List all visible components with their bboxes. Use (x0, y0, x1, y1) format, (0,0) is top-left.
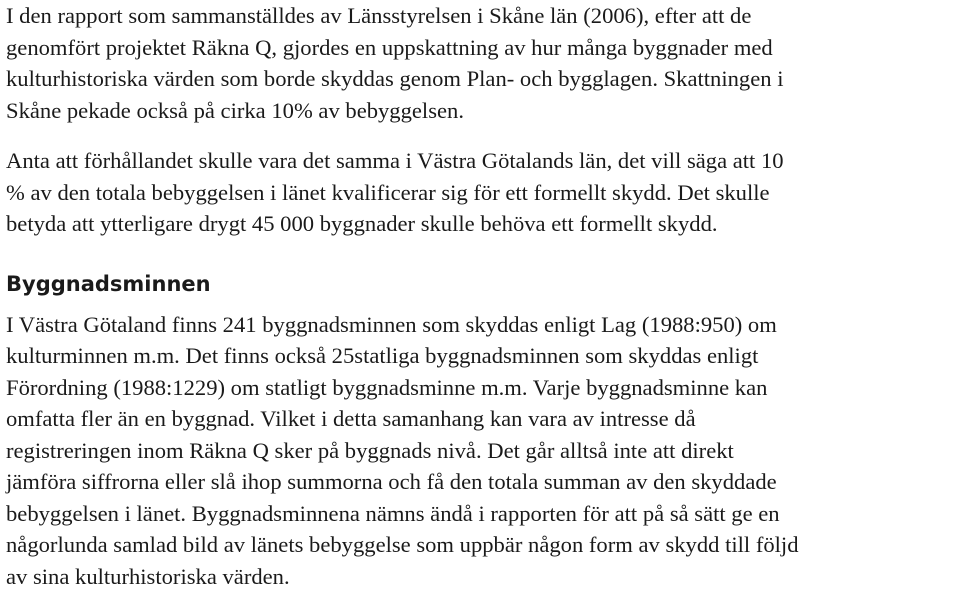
text-line: omfatta fler än en byggnad. Vilket i detta samanhang kan vara av intresse då (6, 403, 954, 435)
text-line: Anta att förhållandet skulle vara det samma i Västra Götalands län, det vill säga att 10 (6, 145, 954, 177)
paragraph-byggnadsminnen (6, 309, 954, 592)
section-heading: Byggnadsminnen (6, 269, 954, 299)
paragraph-rakna-q-skane (6, 0, 954, 126)
text-line: någorlunda samlad bild av länets bebyggelse som uppbär någon form av skydd till följd (6, 529, 954, 561)
text-line: kulturminnen m.m. Det finns också 25statliga byggnadsminnen som skyddas enligt (6, 340, 954, 372)
text-line: registreringen inom Räkna Q sker på byggnads nivå. Det går alltså inte att direkt (6, 435, 954, 467)
paragraph-vastra-gotaland-estimate (6, 145, 954, 240)
text-line: I Västra Götaland finns 241 byggnadsminnen som skyddas enligt Lag (1988:950) om (6, 309, 954, 341)
text-line: bebyggelsen i länet. Byggnadsminnena nämns ändå i rapporten för att på så sätt ge en (6, 498, 954, 530)
text-line: kulturhistoriska värden som borde skyddas genom Plan- och bygglagen. Skattningen i (6, 63, 954, 95)
text-line: % av den totala bebyggelsen i länet kvalificerar sig för ett formellt skydd. Det skulle (6, 177, 954, 209)
text-line: Skåne pekade också på cirka 10% av bebyggelsen. (6, 95, 954, 127)
text-line: I den rapport som sammanställdes av Länsstyrelsen i Skåne län (2006), efter att de (6, 0, 954, 32)
text-line: jämföra siffrorna eller slå ihop summorna och få den totala summan av den skyddade (6, 466, 954, 498)
text-line: betyda att ytterligare drygt 45 000 byggnader skulle behöva ett formellt skydd. (6, 208, 954, 240)
document-page (6, 0, 954, 592)
text-line: av sina kulturhistoriska värden. (6, 561, 954, 592)
text-line: genomfört projektet Räkna Q, gjordes en uppskattning av hur många byggnader med (6, 32, 954, 64)
text-line: Förordning (1988:1229) om statligt byggnadsminne m.m. Varje byggnadsminne kan (6, 372, 954, 404)
